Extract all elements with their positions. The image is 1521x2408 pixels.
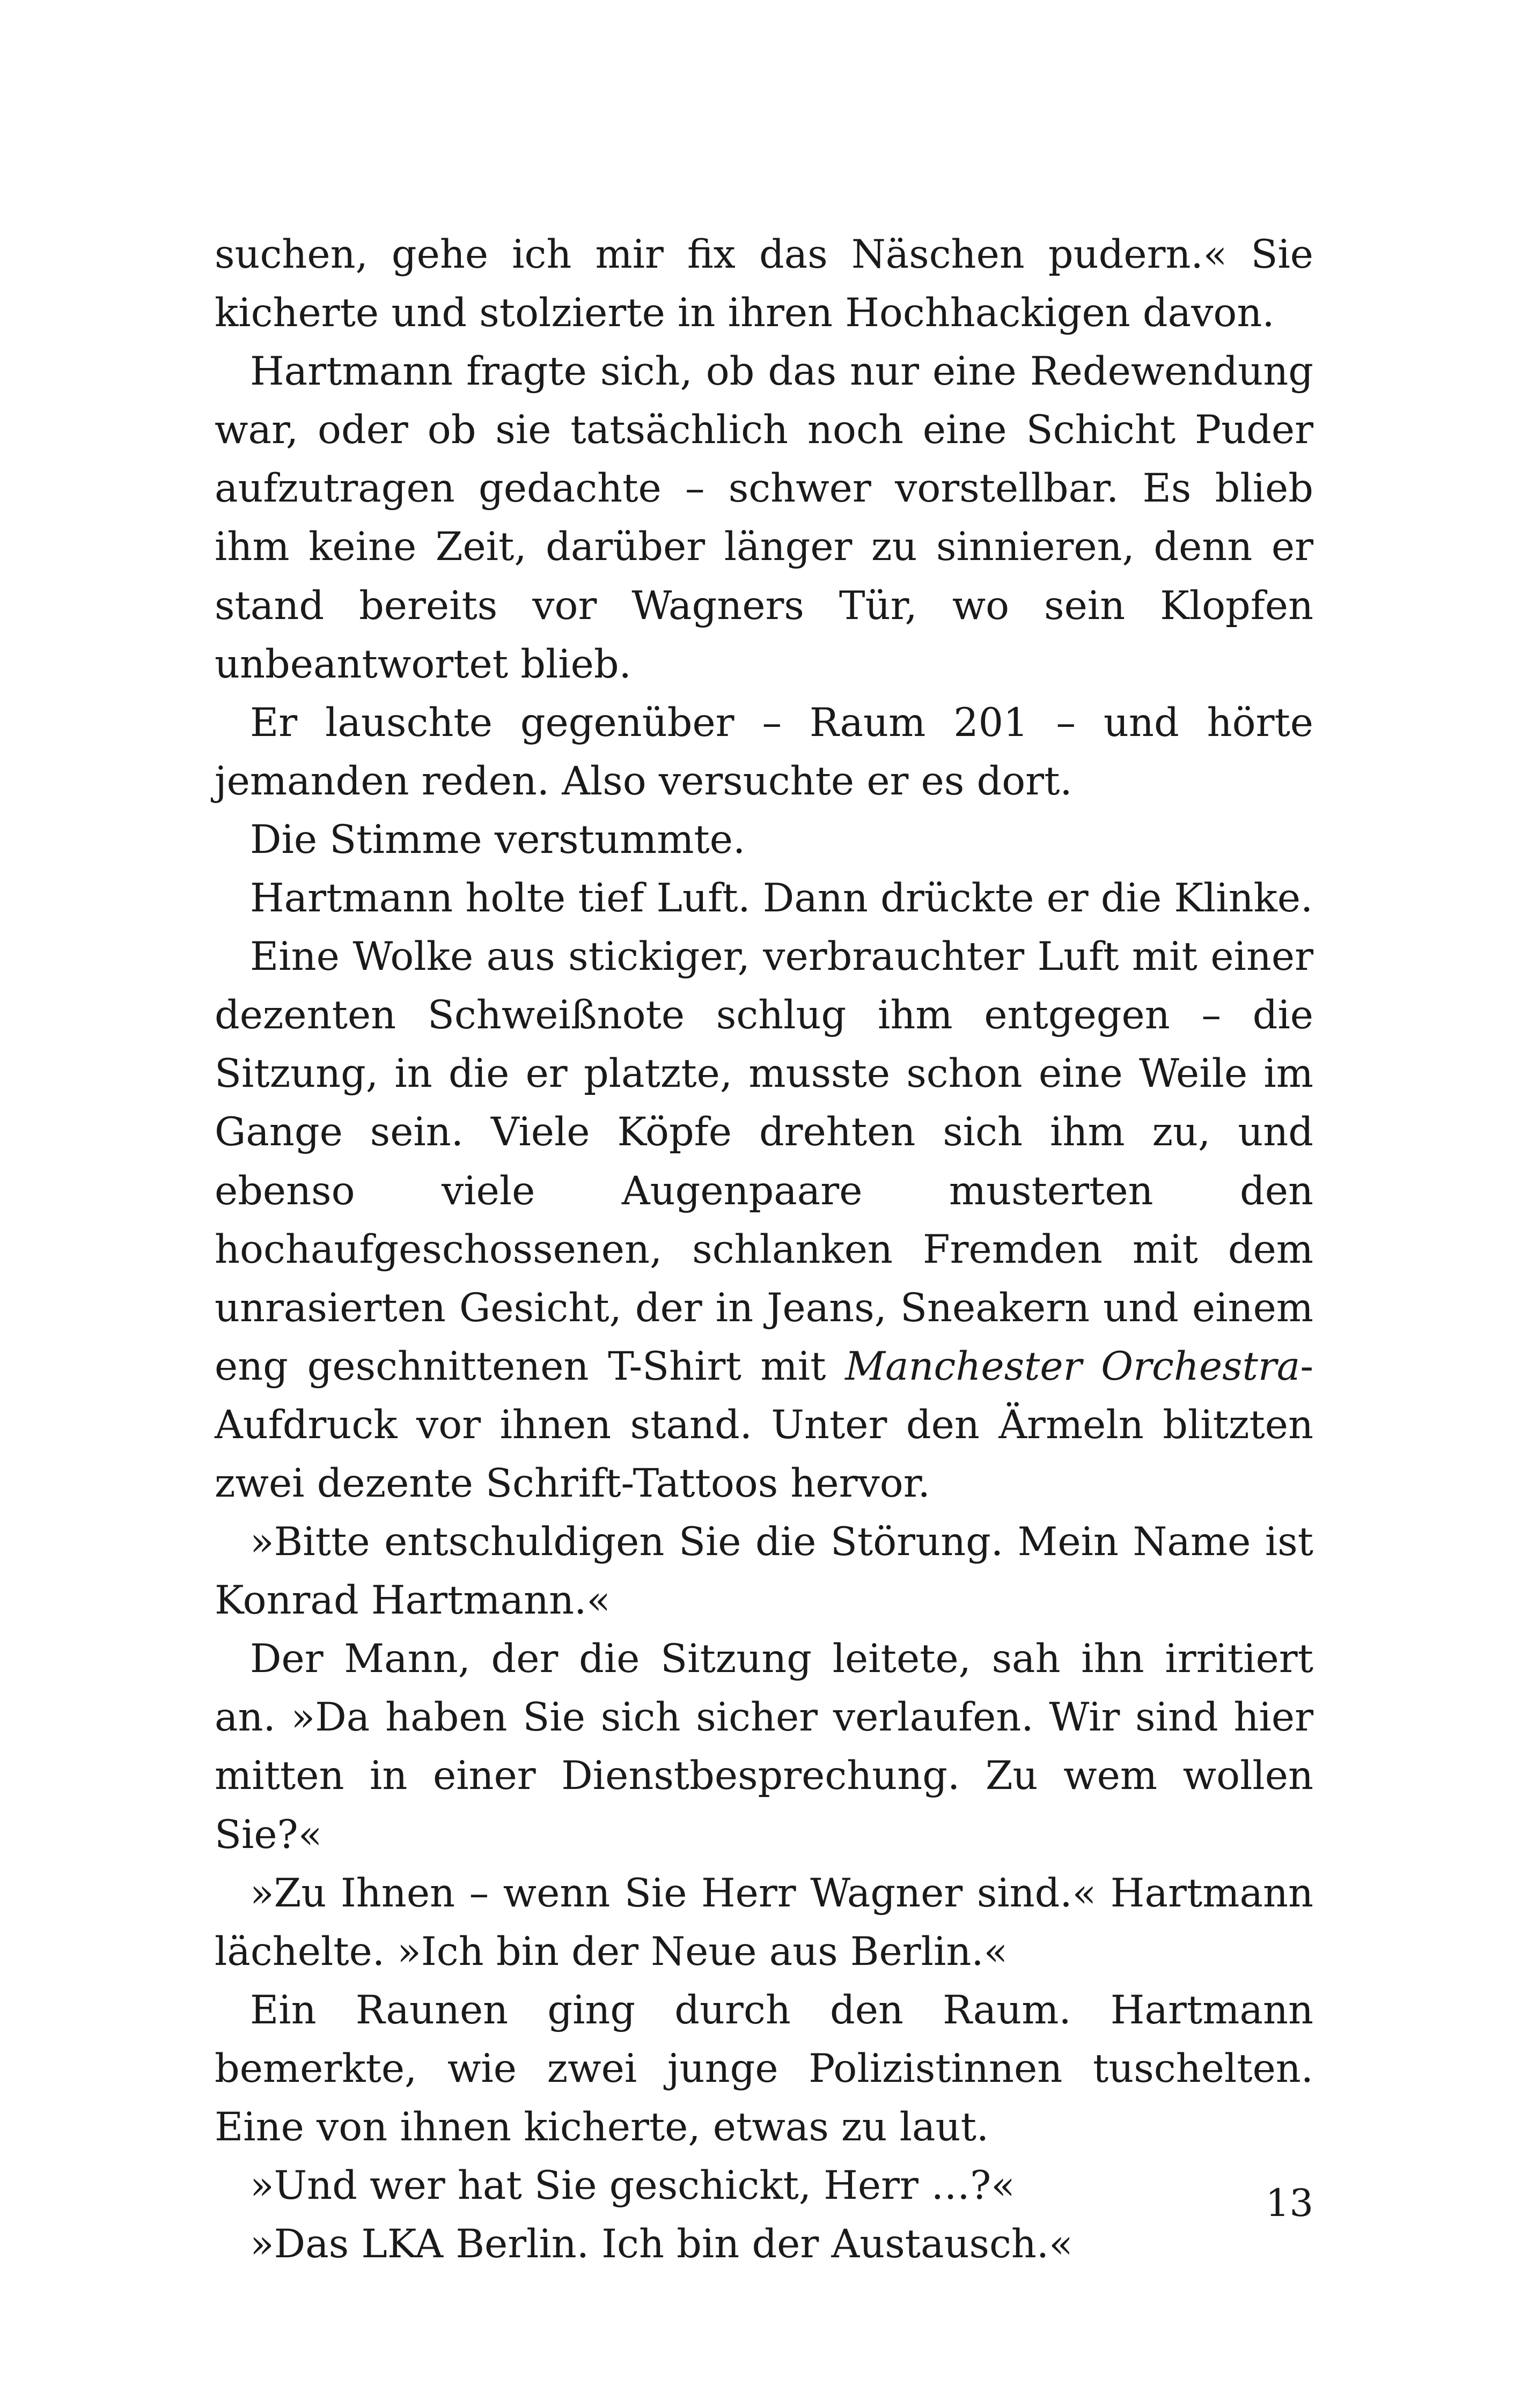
paragraph-text-tail: -Aufdruck vor ihnen stand. Unter den Ärmeln blitzten zwei dezente Schrift-Tattoos hervor. bbox=[215, 1343, 1313, 1506]
paragraph: »Bitte entschuldigen Sie die Störung. Mein Name ist Konrad Hartmann.« bbox=[215, 1519, 1313, 1624]
band-name-italic: Manchester Orchestra bbox=[845, 1343, 1300, 1389]
paragraph-text: Eine Wolke aus stickiger, verbrauchter Luft mit einer dezenten Schweißnote schlug ihm entgegen – die Sitzung, in die er platzte, musste schon eine Weile im Gange sein. Viele Köpfe drehten sich ihm zu, und ebenso viele Augenpaare musterten den hochaufgeschossenen, schlanken Fremden mit dem unrasierten Gesicht, der in Jeans, Sneakern und einem eng geschnittenen T-Shirt mit bbox=[215, 934, 1313, 1389]
page-number: 13 bbox=[1265, 2181, 1313, 2225]
paragraph: »Zu Ihnen – wenn Sie Herr Wagner sind.« Hartmann lächelte. »Ich bin der Neue aus Berlin.« bbox=[215, 1870, 1313, 1975]
paragraph: »Und wer hat Sie geschickt, Herr …?« bbox=[250, 2163, 1015, 2209]
body-text bbox=[215, 225, 1313, 2273]
paragraph: Ein Raunen ging durch den Raum. Hartmann bemerkte, wie zwei junge Polizistinnen tuschelten. Eine von ihnen kicherte, etwas zu laut. bbox=[215, 1987, 1313, 2150]
paragraph: »Das LKA Berlin. Ich bin der Austausch.« bbox=[250, 2221, 1073, 2267]
paragraph: suchen, gehe ich mir fix das Näschen pudern.« Sie kicherte und stolzierte in ihren Hochhackigen davon. bbox=[215, 232, 1313, 336]
paragraph: Hartmann holte tief Luft. Dann drückte er die Klinke. bbox=[250, 875, 1313, 922]
paragraph-with-italic bbox=[215, 927, 1313, 1513]
paragraph: Die Stimme verstummte. bbox=[250, 816, 746, 863]
paragraph: Hartmann fragte sich, ob das nur eine Redewendung war, oder ob sie tatsächlich noch eine Schicht Puder aufzutragen gedachte – schwer vorstellbar. Es blieb ihm keine Zeit, darüber länger zu sinnieren, denn er stand bereits vor Wagners Tür, wo sein Klopfen unbeantwortet blieb. bbox=[215, 349, 1313, 687]
paragraph: Er lauschte gegenüber – Raum 201 – und hörte jemanden reden. Also versuchte er es dort. bbox=[215, 699, 1313, 804]
paragraph: Der Mann, der die Sitzung leitete, sah ihn irritiert an. »Da haben Sie sich sicher verlaufen. Wir sind hier mitten in einer Dienstbesprechung. Zu wem wollen Sie?« bbox=[215, 1636, 1313, 1858]
